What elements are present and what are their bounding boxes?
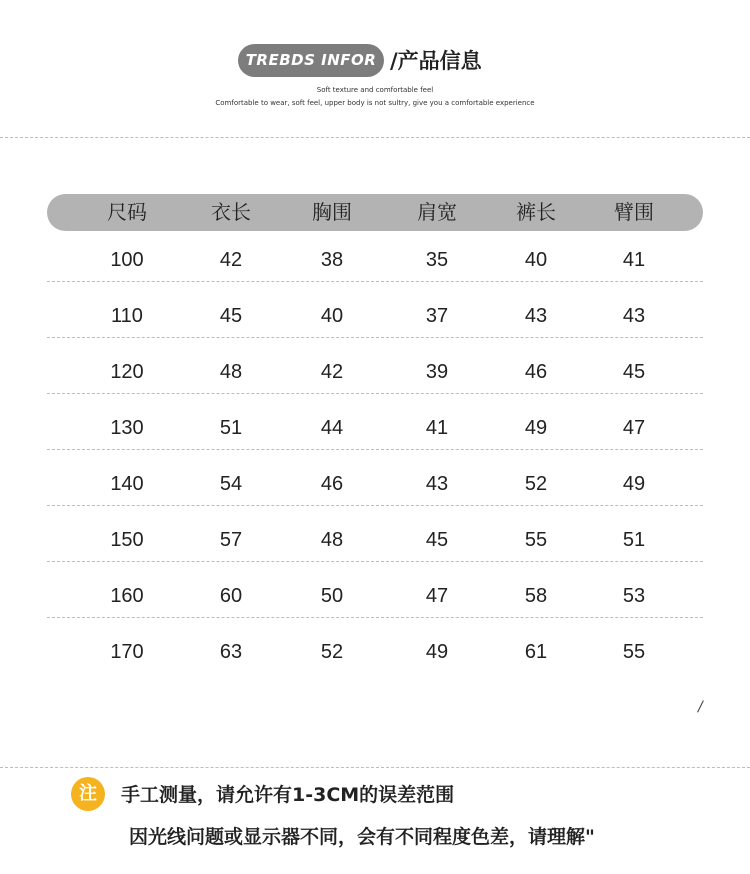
table-row — [47, 632, 703, 688]
subtitle-1: Soft texture and comfortable feel — [316, 86, 434, 94]
section-divider-top — [0, 137, 750, 138]
cell-size: 140 — [110, 473, 144, 495]
row-divider — [47, 561, 703, 562]
cell-shoulder: 39 — [425, 361, 449, 383]
cell-size: 170 — [110, 641, 144, 663]
cell-arm: 45 — [622, 361, 646, 383]
row-divider — [47, 393, 703, 394]
cell-chest: 48 — [320, 529, 344, 551]
stray-mark: / — [698, 699, 703, 715]
cell-size: 100 — [110, 249, 144, 271]
cell-chest: 38 — [320, 249, 344, 271]
cell-size: 110 — [111, 305, 143, 327]
table-row — [47, 576, 703, 632]
column-header-size: 尺码 — [107, 200, 147, 224]
cell-pants: 46 — [524, 361, 548, 383]
section-divider-bottom — [0, 767, 750, 768]
cell-shoulder: 41 — [425, 417, 449, 439]
cell-shoulder: 37 — [425, 305, 449, 327]
size-table-header — [47, 194, 703, 231]
cell-pants: 43 — [524, 305, 548, 327]
row-divider — [47, 617, 703, 618]
table-row — [47, 520, 703, 576]
cell-shoulder: 49 — [425, 641, 449, 663]
row-divider — [47, 449, 703, 450]
note-line-1: 手工测量，请允许有1-3CM的误差范围 — [121, 784, 455, 806]
cell-length: 63 — [219, 641, 243, 663]
cell-chest: 52 — [320, 641, 344, 663]
header-pill: TREBDS INFOR — [238, 44, 384, 77]
cell-pants: 40 — [524, 249, 548, 271]
table-row — [47, 296, 703, 352]
header — [0, 44, 750, 78]
cell-shoulder: 45 — [425, 529, 449, 551]
cell-chest: 46 — [320, 473, 344, 495]
note-line-2: 因光线问题或显示器不同，会有不同程度色差，请理解" — [129, 826, 595, 848]
cell-size: 120 — [110, 361, 144, 383]
cell-pants: 58 — [524, 585, 548, 607]
cell-arm: 49 — [622, 473, 646, 495]
row-divider — [47, 505, 703, 506]
row-divider — [47, 337, 703, 338]
cell-size: 130 — [110, 417, 144, 439]
page-title: /产品信息 — [390, 49, 482, 73]
table-row — [47, 408, 703, 464]
cell-shoulder: 35 — [425, 249, 449, 271]
table-row — [47, 352, 703, 408]
cell-length: 45 — [219, 305, 243, 327]
cell-arm: 43 — [622, 305, 646, 327]
cell-length: 60 — [219, 585, 243, 607]
cell-chest: 40 — [320, 305, 344, 327]
cell-size: 150 — [110, 529, 144, 551]
subtitle-2: Comfortable to wear, soft feel, upper body is not sultry, give you a comfortable experience — [215, 99, 535, 107]
cell-shoulder: 43 — [425, 473, 449, 495]
column-header-pants: 裤长 — [516, 200, 556, 224]
cell-arm: 47 — [622, 417, 646, 439]
cell-pants: 61 — [524, 641, 548, 663]
cell-arm: 41 — [622, 249, 646, 271]
cell-length: 42 — [219, 249, 243, 271]
cell-arm: 53 — [622, 585, 646, 607]
cell-pants: 52 — [524, 473, 548, 495]
cell-chest: 50 — [320, 585, 344, 607]
cell-chest: 42 — [320, 361, 344, 383]
table-row — [47, 240, 703, 296]
cell-arm: 51 — [622, 529, 646, 551]
cell-length: 54 — [219, 473, 243, 495]
row-divider — [47, 281, 703, 282]
column-header-chest: 胸围 — [312, 200, 352, 224]
cell-chest: 44 — [320, 417, 344, 439]
cell-length: 57 — [219, 529, 243, 551]
column-header-arm: 臂围 — [614, 200, 654, 224]
cell-length: 51 — [219, 417, 243, 439]
cell-pants: 49 — [524, 417, 548, 439]
cell-arm: 55 — [622, 641, 646, 663]
cell-pants: 55 — [524, 529, 548, 551]
note-badge: 注 — [71, 777, 105, 811]
cell-length: 48 — [219, 361, 243, 383]
table-row — [47, 464, 703, 520]
cell-shoulder: 47 — [425, 585, 449, 607]
column-header-shoulder: 肩宽 — [417, 200, 457, 224]
cell-size: 160 — [110, 585, 144, 607]
column-header-length: 衣长 — [211, 200, 251, 224]
